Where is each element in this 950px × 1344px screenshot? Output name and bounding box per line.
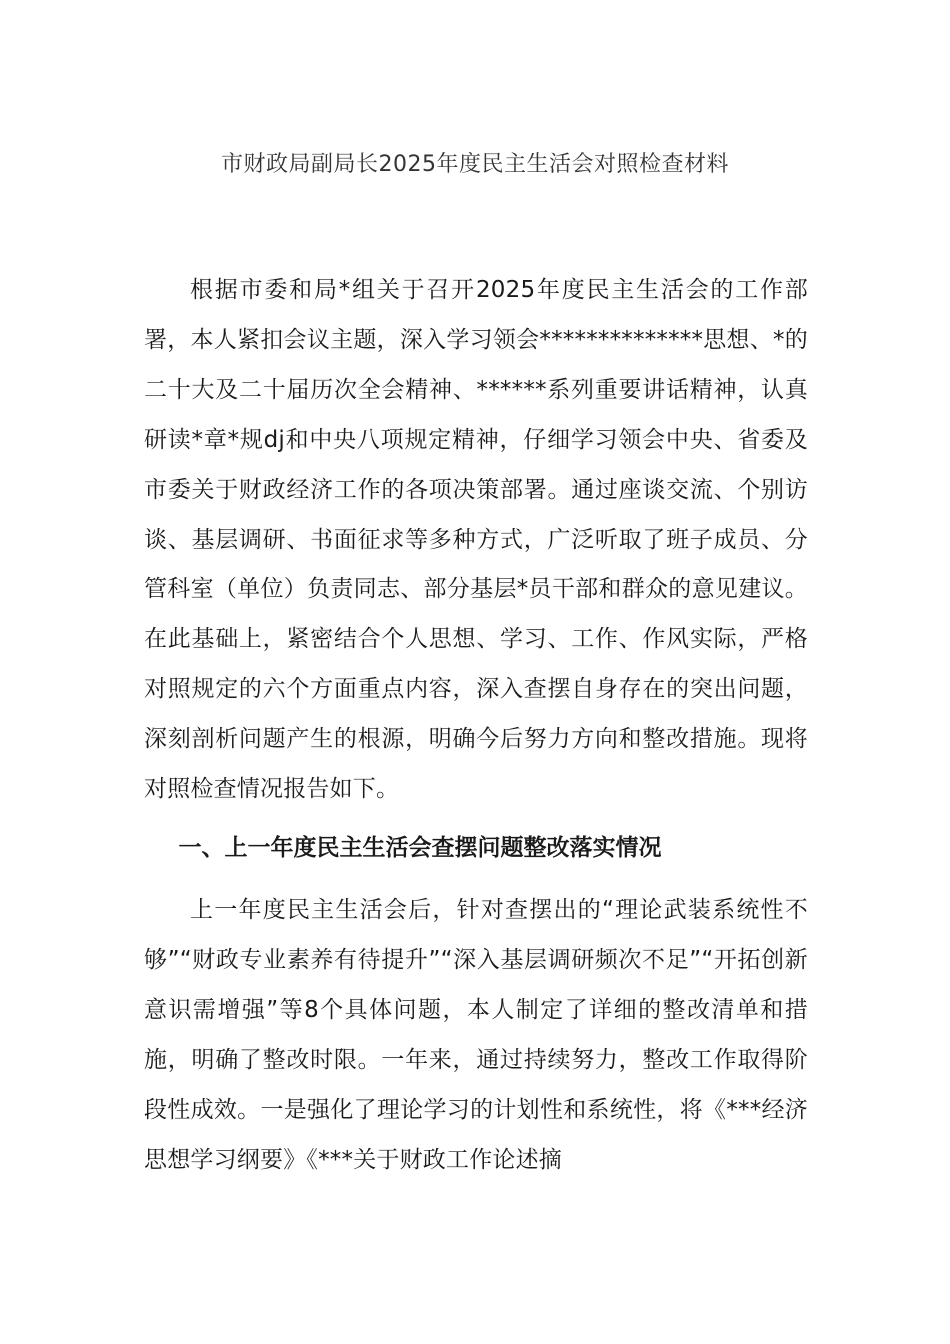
- section-1-body: [144, 886, 808, 1185]
- document-title: 市财政局副局长2025年度民主生活会对照检查材料: [221, 152, 729, 177]
- section-1-paragraph: 上一年度民主生活会后，针对查摆出的“理论武装系统性不够”“财政专业素养有待提升”“深入基层调研频次不足”“开拓创新意识需增强”等8个具体问题，本人制定了详细的整改清单和措施，明确了整改时限。一年来，通过持续努力，整改工作取得阶段性成效。一是强化了理论学习的计划性和系统性，将《***经济思想学习纲要》《***关于财政工作论述摘: [144, 897, 808, 1173]
- section-1-heading-block: [144, 824, 808, 874]
- intro-section: [144, 266, 808, 815]
- section-1-heading: 一、上一年度民主生活会查摆问题整改落实情况: [178, 835, 662, 861]
- intro-paragraph: 根据市委和局*组关于召开2025年度民主生活会的工作部署，本人紧扣会议主题，深入学习领会**************思想、*的二十大及二十届历次全会精神、******系列重要讲话精神，认真研读*章*规dj和中央八项规定精神，仔细学习领会中央、省委及市委关于财政经济工作的各项决策部署。通过座谈交流、个别访谈、基层调研、书面征求等多种方式，广泛听取了班子成员、分管科室（单位）负责同志、部分基层*员干部和群众的意见建议。在此基础上，紧密结合个人思想、学习、工作、作风实际，严格对照规定的六个方面重点内容，深入查摆自身存在的突出问题，深刻剖析问题产生的根源，明确今后努力方向和整改措施。现将对照检查情况报告如下。: [144, 277, 808, 803]
